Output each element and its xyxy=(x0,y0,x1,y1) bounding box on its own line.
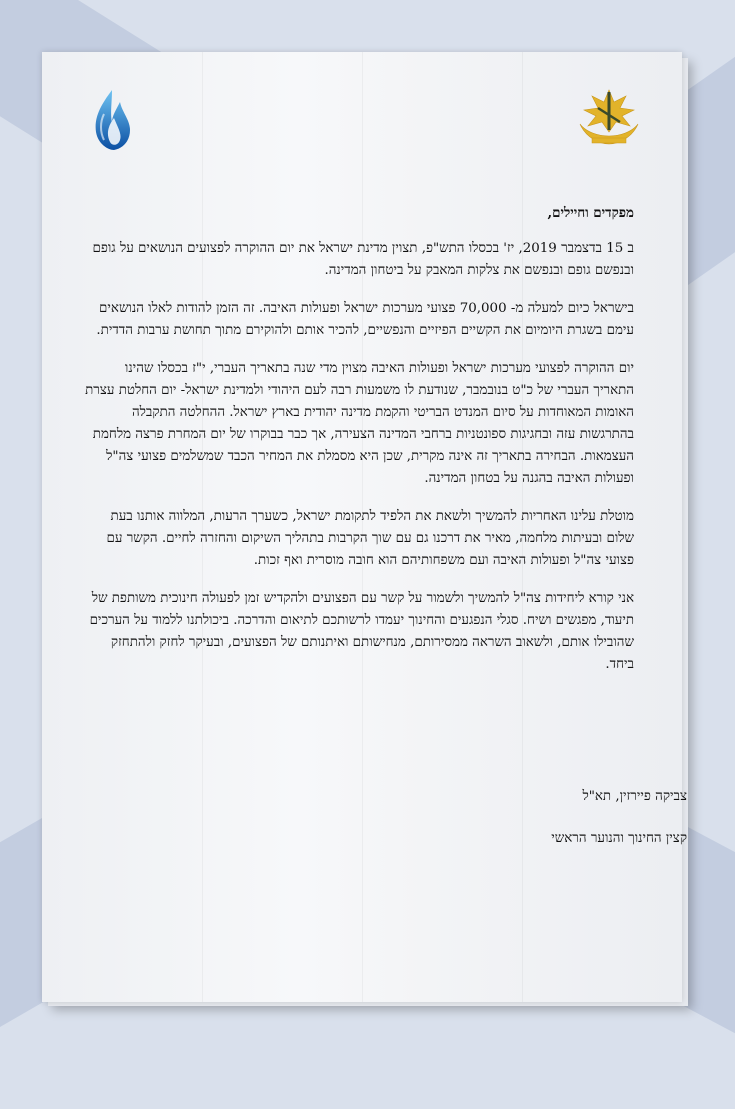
paragraph-1: ב 15 בדצמבר 2019, יז' בכסלו התש"פ, תצוין מדינת ישראל את יום ההוקרה לפצועים הנושאים על גופם ובנפשם גופם ובנפשם את צלקות המאבק על ביטחון המדינה. xyxy=(92,241,634,278)
paragraph-2: בישראל כיום למעלה מ- 70,000 פצועי מערכות ישראל ופעולות האיבה. זה הזמן להודות לאלו הנושאים עימם בשגרת היומיום את הקשיים הפיזיים והנפשיים, להכיר אותם ולהוקירם מתוך תחושת ערבות הדדית. xyxy=(96,301,634,338)
paragraph-4: מוטלת עלינו האחריות להמשיך ולשאת את הלפיד לתקומת ישראל, כשערך הרעות, המלווה אותנו בעת שלום ובעיתות מלחמה, מאיר את דרכנו גם עם שוך הקרבות בתהליך השיקום והחזרה לחיים. הקשר עם פצועי צה"ל ופעולות האיבה ועם משפחותיהם הוא חובה מוסרית ואף זכות. xyxy=(106,509,634,568)
signature-title: קצין החינוך והנוער הראשי xyxy=(551,831,687,846)
signature-name: צביקה פיירזין, תא"ל xyxy=(582,789,687,804)
signature-block xyxy=(40,786,687,870)
idf-emblem-icon xyxy=(572,86,646,150)
paragraph-5: אני קורא ליחידות צה"ל להמשיך ולשמור על קשר עם הפצועים ולהקדיש זמן לפעולה חינוכית משותפת של תיעוד, מפגשים ושיח. סגלי הנפגעים והחינוך יעמדו לרשותכם לתיאום והדרכה. ביכולתנו ללמוד על הערכים שהובילו אותם, ולשאוב השראה ממסירותם, מנחישותם ואיתנותם של הפצועים, ובעיקר לחזק ולהתחזק ביחד. xyxy=(89,591,634,672)
letter-body xyxy=(82,202,634,692)
flame-icon xyxy=(90,88,134,152)
salutation: מפקדים וחיילים, xyxy=(547,205,634,221)
paragraph-3: יום ההוקרה לפצועי מערכות ישראל ופעולות האיבה מצוין מדי שנה בתאריך העברי, י"ז בכסלו שהינו התאריך העברי של כ"ט בנובמבר, שנודעת לו משמעות רבה לעם היהודי ולמדינת ישראל- יום החלטת עצרת האומות המאוחדות על סיום המנדט הבריטי והקמת מדינה יהודית בארץ ישראל. ההחלטה התקבלה בהתרגשות עזה ובחגיגות ספונטניות ברחבי המדינה הצעירה, אך כבר בבוקרו של יום המחרת פרצה מלחמת העצמאות. הבחירה בתאריך זה אינה מקרית, שכן היא מסמלת את המחיר הכבד שמשלמים פצועי צה"ל ופעולות האיבה בהגנה על בטחון המדינה. xyxy=(85,361,634,486)
